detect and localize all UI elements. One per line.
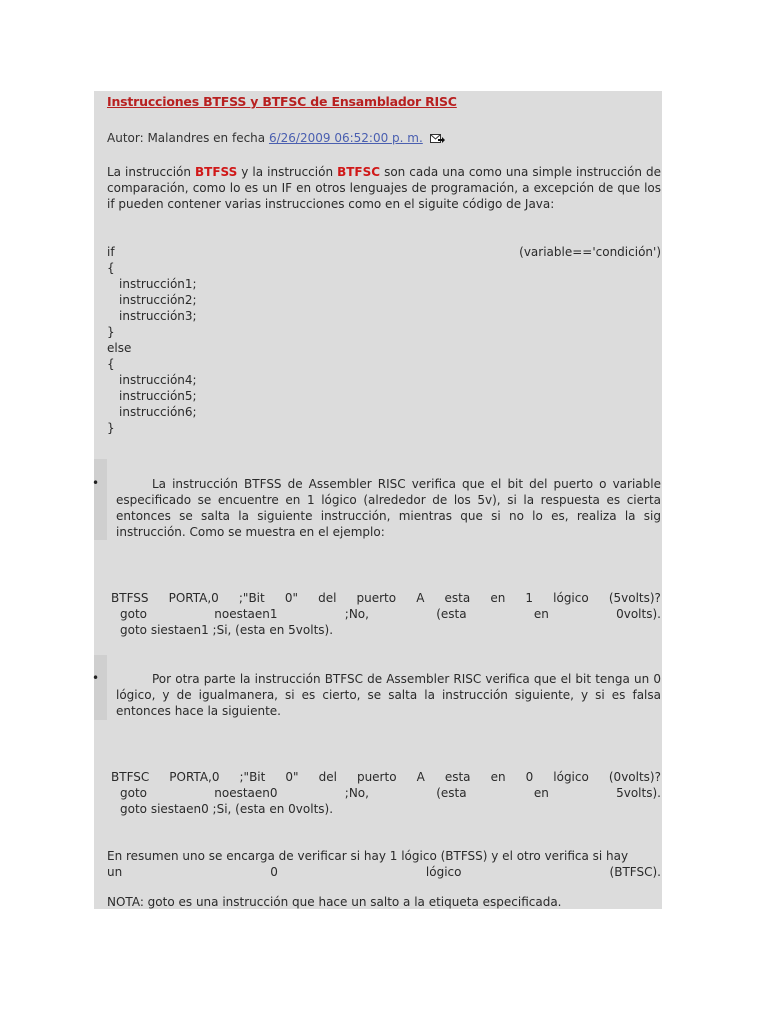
- asm-token: puerto: [356, 591, 397, 605]
- code-if-line: [107, 244, 661, 260]
- asm-token: BTFSC: [111, 770, 150, 784]
- asm-line-2: [111, 606, 661, 622]
- code-if-keyword: if: [107, 245, 115, 259]
- summary-token: 0: [270, 865, 278, 879]
- keyword-btfss: BTFSS: [195, 165, 238, 179]
- intro-text-1: La instrucción: [107, 165, 195, 179]
- java-code-block: [107, 244, 661, 436]
- btfsc-description-text: Por otra parte la instrucción BTFSC de Assembler RISC verifica que el bit tenga un 0 lógico, y de igualmanera, si es cierto, se salta la instrucción siguiente, y si es falsa entonces hace la siguiente.: [116, 672, 661, 718]
- asm-token: ;No,: [344, 786, 369, 800]
- author-label: Autor: Malandres en fecha: [107, 131, 269, 145]
- asm-token: goto: [120, 786, 148, 800]
- bullet-band: [94, 655, 107, 720]
- asm-token: del: [318, 770, 337, 784]
- summary-token: (BTFSC).: [609, 865, 661, 879]
- asm-line-3: goto siestaen1 ;Si, (esta en 5volts).: [120, 623, 334, 637]
- asm-token: PORTA,0: [169, 770, 220, 784]
- btfss-description: [116, 476, 661, 540]
- code-line: instrucción2;: [119, 293, 197, 307]
- asm-token: 0": [285, 770, 299, 784]
- asm-token: (esta: [436, 607, 467, 621]
- asm-line-1: [111, 590, 661, 606]
- btfsc-asm-example: [111, 769, 661, 817]
- code-close-brace: }: [107, 325, 115, 339]
- intro-text-3: son cada una como una simple instrucción de comparación, como lo es un IF en otros lenguajes de programación, a excepción de que los if pueden contener varias instrucciones como en el siguite código de Java:: [107, 165, 661, 211]
- keyword-btfsc: BTFSC: [337, 165, 381, 179]
- asm-token: ;"Bit: [239, 770, 266, 784]
- asm-token: esta: [444, 770, 471, 784]
- intro-paragraph: [107, 164, 661, 212]
- note-paragraph: NOTA: goto es una instrucción que hace un salto a la etiqueta especificada.: [107, 895, 562, 909]
- code-line: instrucción4;: [119, 373, 197, 387]
- code-line: instrucción1;: [119, 277, 197, 291]
- asm-line-2: [111, 785, 661, 801]
- asm-token: BTFSS: [111, 591, 149, 605]
- summary-line-1: En resumen uno se encarga de verificar si hay 1 lógico (BTFSS) y el otro verifica si hay: [107, 849, 629, 863]
- btfss-description-text: La instrucción BTFSS de Assembler RISC verifica que el bit del puerto o variable especificado se encuentre en 1 lógico (alrededor de los 5v), si la respuesta es cierta entonces se salta la siguiente instrucción, mientras que si no lo es, realiza la sig instrucción. Como se muestra en el ejemplo:: [116, 477, 661, 539]
- asm-line-1: [111, 769, 661, 785]
- bullet-marker: •: [92, 671, 100, 685]
- code-line: instrucción6;: [119, 405, 197, 419]
- summary-token: un: [107, 865, 123, 879]
- asm-token: 1: [525, 591, 534, 605]
- btfss-asm-example: [111, 590, 661, 638]
- bullet-marker: •: [92, 476, 100, 490]
- asm-token: en: [533, 607, 549, 621]
- code-open-brace: {: [107, 357, 115, 371]
- asm-token: en: [490, 591, 506, 605]
- asm-token: 0: [525, 770, 534, 784]
- bullet-band: [94, 459, 107, 540]
- asm-token: goto: [120, 607, 148, 621]
- asm-token: lógico: [553, 770, 589, 784]
- asm-token: 5volts).: [616, 786, 661, 800]
- asm-token: 0volts).: [616, 607, 661, 621]
- article-title[interactable]: Instrucciones BTFSS y BTFSC de Ensamblador RISC: [107, 94, 457, 109]
- summary-token: lógico: [425, 865, 462, 879]
- post-date-link[interactable]: 6/26/2009 06:52:00 p. m.: [268, 131, 423, 145]
- code-line: instrucción3;: [119, 309, 197, 323]
- asm-token: esta: [444, 591, 471, 605]
- asm-token: en: [490, 770, 506, 784]
- asm-token: en: [533, 786, 549, 800]
- asm-token: (esta: [436, 786, 467, 800]
- summary-line-2: [107, 864, 661, 880]
- intro-text-2: y la instrucción: [237, 165, 338, 179]
- asm-token: puerto: [356, 770, 397, 784]
- asm-line-3: goto siestaen0 ;Si, (esta en 0volts).: [120, 802, 334, 816]
- asm-token: A: [416, 591, 425, 605]
- asm-token: (5volts)?: [608, 591, 661, 605]
- code-line: instrucción5;: [119, 389, 197, 403]
- author-line: [107, 130, 661, 148]
- asm-token: del: [318, 591, 337, 605]
- code-else-keyword: else: [107, 341, 132, 355]
- code-condition: (variable=='condición'): [519, 245, 661, 259]
- asm-token: lógico: [553, 591, 589, 605]
- asm-token: noestaen1: [214, 607, 278, 621]
- asm-token: noestaen0: [214, 786, 278, 800]
- email-post-icon[interactable]: [430, 132, 445, 148]
- asm-token: 0": [284, 591, 298, 605]
- btfsc-description: [116, 671, 661, 719]
- summary-paragraph: [107, 848, 661, 880]
- code-open-brace: {: [107, 261, 115, 275]
- asm-token: A: [416, 770, 425, 784]
- article-body: [107, 91, 661, 436]
- code-close-brace: }: [107, 421, 115, 435]
- asm-token: PORTA,0: [168, 591, 219, 605]
- asm-token: ;No,: [344, 607, 369, 621]
- asm-token: ;"Bit: [238, 591, 265, 605]
- asm-token: (0volts)?: [608, 770, 661, 784]
